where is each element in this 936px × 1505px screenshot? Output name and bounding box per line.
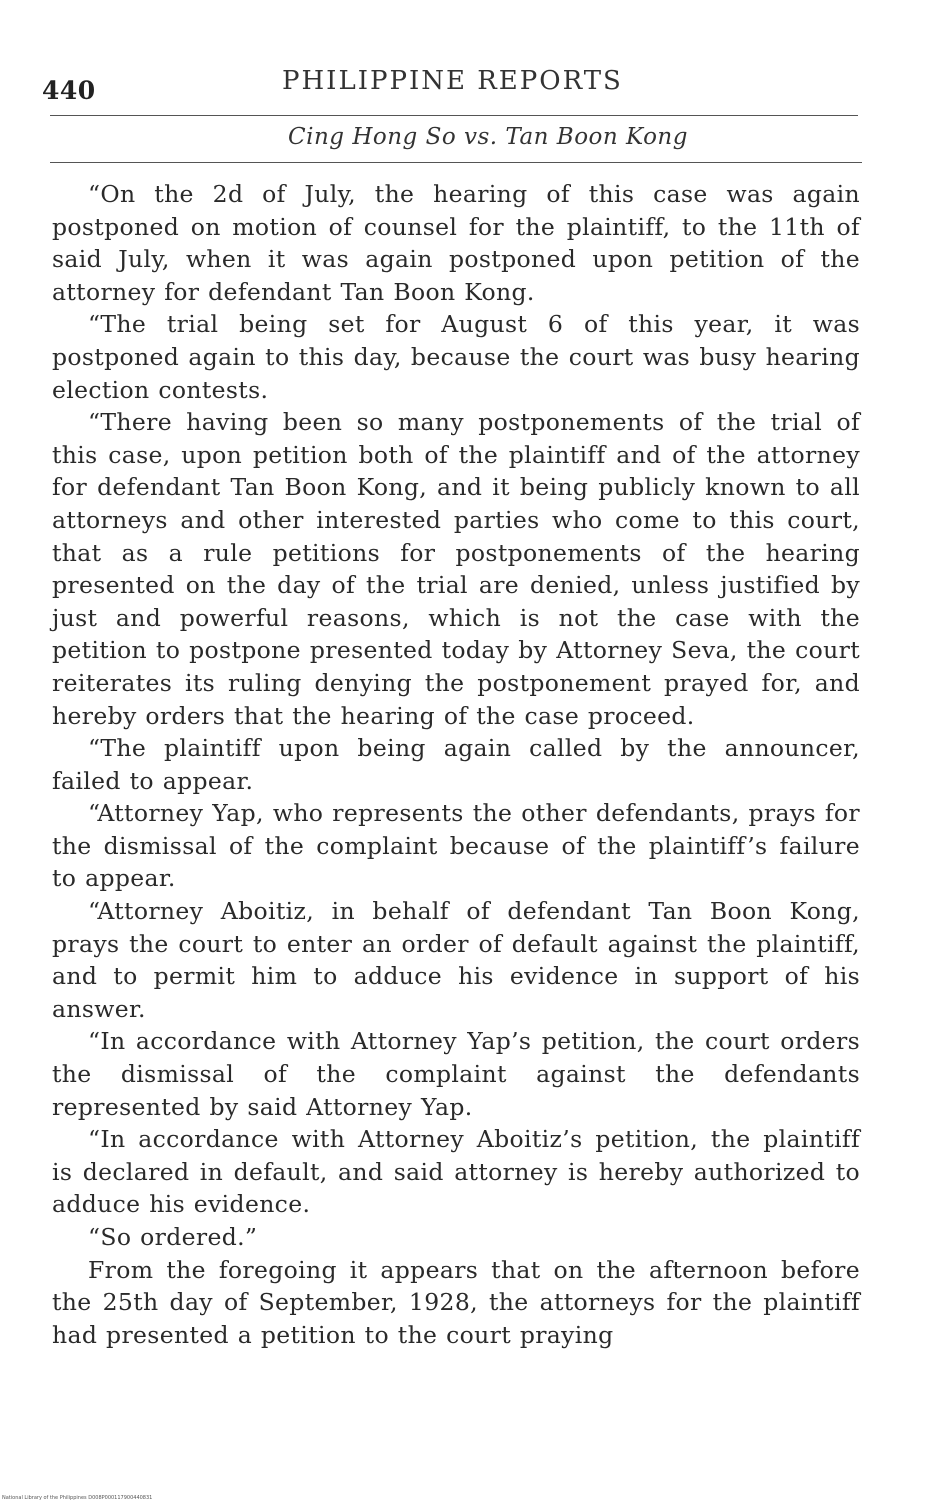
paragraph: “On the 2d of July, the hearing of this case was again postponed on motion of counsel for the plaintiff, to the 11th of said July, when it was again postponed upon petition of the attorney for defendant Tan Boon Kong. [52, 180, 860, 306]
paragraph: “Attorney Aboitiz, in behalf of defendant Tan Boon Kong, prays the court to enter an order of default against the plaintiff, and to permit him to adduce his evidence in support of his answer. [52, 897, 860, 1023]
header-rule-bottom [50, 162, 862, 163]
running-head: PHILIPPINE REPORTS [282, 66, 623, 96]
paragraph: From the foregoing it appears that on the afternoon before the 25th day of September, 1928, the attorneys for the plaintiff had presented a petition to the court praying [52, 1255, 860, 1349]
page-number: 440 [42, 76, 96, 105]
paragraph: “The trial being set for August 6 of this year, it was postponed again to this day, because the court was busy hearing election contests. [52, 310, 860, 404]
case-caption: Cing Hong So vs. Tan Boon Kong [288, 124, 688, 150]
paragraph: “There having been so many postponements of the trial of this case, upon petition both of the plaintiff and of the attorney for defendant Tan Boon Kong, and it being publicly known to all attorneys and other interested parties who come to this court, that as a rule petitions for postponements of the hearing presented on the day of the trial are denied, unless justified by just and powerful reasons, which is not the case with the petition to postpone presented today by Attorney Seva, the court reiterates its ruling denying the postponement prayed for, and hereby orders that the hearing of the case proceed. [52, 408, 860, 730]
paragraph: “In accordance with Attorney Aboitiz’s petition, the plaintiff is declared in default, and said attorney is hereby authorized to adduce his evidence. [52, 1125, 860, 1219]
paragraph: “So ordered.” [88, 1223, 258, 1251]
paragraph: “The plaintiff upon being again called by the announcer, failed to appear. [52, 734, 860, 795]
header-rule-top [50, 115, 858, 116]
footer-credit: National Library of the Philippines D008P000117900440831 [2, 1495, 153, 1501]
paragraph: “Attorney Yap, who represents the other defendants, prays for the dismissal of the complaint because of the plaintiff’s failure to appear. [52, 799, 860, 893]
paragraph: “In accordance with Attorney Yap’s petition, the court orders the dismissal of the complaint against the defendants represented by said Attorney Yap. [52, 1027, 860, 1121]
body-text [52, 178, 860, 1351]
